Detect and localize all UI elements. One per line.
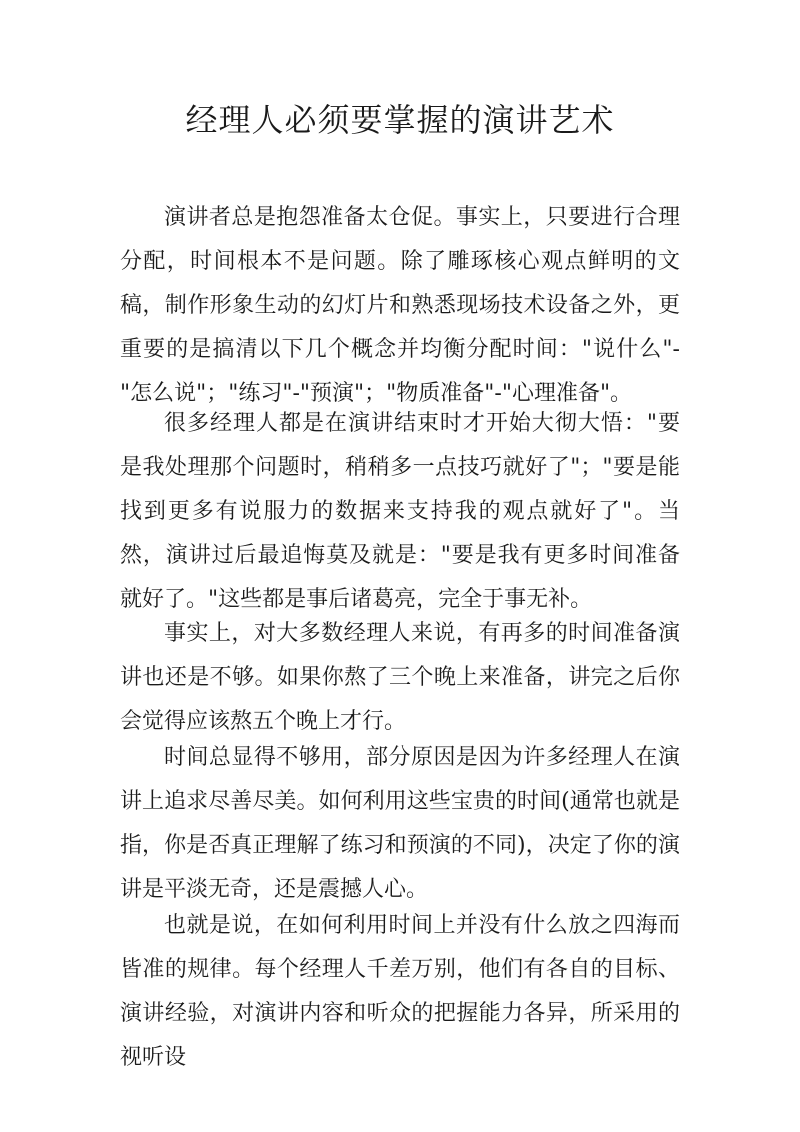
paragraph-5: 也就是说，在如何利用时间上并没有什么放之四海而皆准的规律。每个经理人千差万别，他们有各自的目标、演讲经验，对演讲内容和听众的把握能力各异，所采用的视听设 (120, 913, 680, 1070)
paragraph-2: 很多经理人都是在演讲结束时才开始大彻大悟："要是我处理那个问题时，稍稍多一点技巧就好了"；"要是能找到更多有说服力的数据来支持我的观点就好了"。当然，演讲过后最追悔莫及就是："要是我有更多时间准备就好了。"这些都是事后诸葛亮，完全于事无补。 (120, 411, 680, 612)
paragraph-1: 演讲者总是抱怨准备太仓促。事实上，只要进行合理分配，时间根本不是问题。除了雕琢核心观点鲜明的文稿，制作形象生动的幻灯片和熟悉现场技术设备之外，更重要的是搞清以下几个概念并均衡分配时间："说什么"-"怎么说"；"练习"-"预演"；"物质准备"-"心理准备"。 (120, 205, 680, 406)
document-title: 经理人必须要掌握的演讲艺术 (185, 101, 615, 139)
paragraph-4: 时间总显得不够用，部分原因是因为许多经理人在演讲上追求尽善尽美。如何利用这些宝贵的时间(通常也就是指，你是否真正理解了练习和预演的不同)，决定了你的演讲是平淡无奇，还是震撼人心。 (120, 745, 680, 902)
paragraph-3: 事实上，对大多数经理人来说，有再多的时间准备演讲也还是不够。如果你熬了三个晚上来准备，讲完之后你会觉得应该熬五个晚上才行。 (120, 621, 680, 734)
